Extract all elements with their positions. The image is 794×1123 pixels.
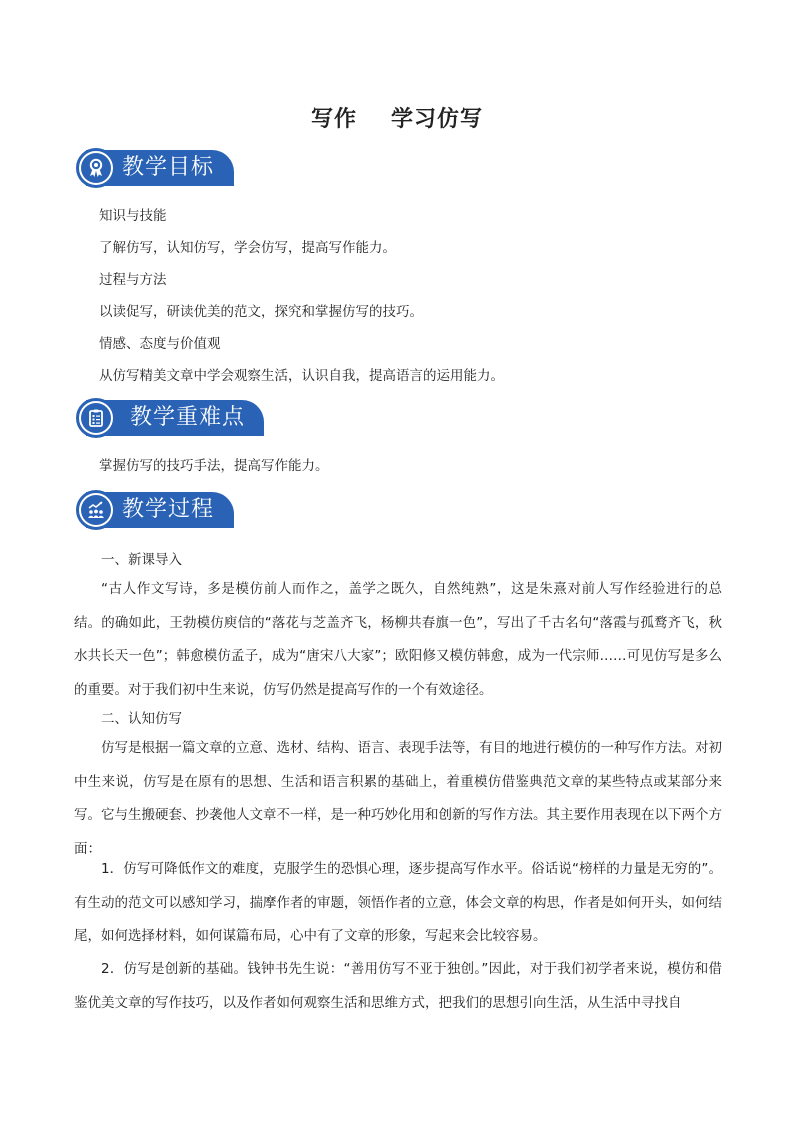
page-title bbox=[0, 102, 794, 133]
process-paragraph-intro: “古人作文写诗，多是模仿前人而作之，盖学之既久，自然纯熟”，这是朱熹对前人写作经验进行的总结。的确如此，王勃模仿庾信的“落花与芝盖齐飞，杨柳共春旗一色”，写出了千古名句“落霞与孤鹜齐飞，秋水共长天一色”；韩愈模仿孟子，成为“唐宋八大家”；欧阳修又模仿韩愈，成为一代宗师……可见仿写是多么的重要。对于我们初中生来说，仿写仍然是提高写作的一个有效途径。 bbox=[74, 581, 722, 698]
section-banner-goals bbox=[76, 148, 234, 188]
keypoints-text: 掌握仿写的技巧手法，提高写作能力。 bbox=[99, 458, 329, 474]
section-banner-process bbox=[76, 490, 234, 530]
award-ribbon-icon bbox=[76, 148, 116, 188]
title-part1: 写作 bbox=[310, 106, 357, 132]
goal-text-attitude: 从仿写精美文章中学会观察生活，认识自我，提高语言的运用能力。 bbox=[99, 368, 504, 384]
goal-heading-knowledge: 知识与技能 bbox=[99, 208, 167, 224]
section-banner-keypoints bbox=[76, 398, 264, 438]
goal-heading-attitude: 情感、态度与价值观 bbox=[99, 336, 221, 352]
clipboard-checklist-icon bbox=[76, 398, 116, 438]
section-title-goals: 教学目标 bbox=[122, 155, 215, 180]
process-paragraph-point1: 1．仿写可降低作文的难度，克服学生的恐惧心理，逐步提高写作水平。俗话说“榜样的力量是无穷的”。有生动的范文可以感知学习，揣摩作者的审题，领悟作者的立意，体会文章的构思，作者是如何开头，如何结尾，如何选择材料，如何谋篇布局，心中有了文章的形象，写起来会比较容易。 bbox=[74, 861, 722, 944]
section-title-keypoints: 教学重难点 bbox=[130, 405, 246, 430]
goal-text-knowledge: 了解仿写，认知仿写，学会仿写，提高写作能力。 bbox=[99, 240, 396, 256]
process-paragraph-definition: 仿写是根据一篇文章的立意、选材、结构、语言、表现手法等，有目的地进行模仿的一种写作方法。对初中生来说，仿写是在原有的思想、生活和语言积累的基础上，着重模仿借鉴典范文章的某些特点或某部分来写。它与生搬硬套、抄袭他人文章不一样，是一种巧妙化用和创新的写作方法。其主要作用表现在以下两个方面： bbox=[74, 740, 722, 857]
goal-text-process: 以读促写，研读优美的范文，探究和掌握仿写的技巧。 bbox=[99, 304, 423, 320]
process-heading-cognition: 二、认知仿写 bbox=[101, 711, 182, 727]
goal-heading-process: 过程与方法 bbox=[99, 272, 167, 288]
title-part2: 学习仿写 bbox=[391, 106, 484, 132]
team-growth-icon bbox=[76, 490, 116, 530]
section-title-process: 教学过程 bbox=[122, 497, 215, 522]
process-paragraph-point2: 2．仿写是创新的基础。钱钟书先生说：“善用仿写不亚于独创。”因此，对于我们初学者来说，模仿和借鉴优美文章的写作技巧，以及作者如何观察生活和思维方式，把我们的思想引向生活，从生活中寻找自 bbox=[74, 961, 722, 1011]
process-heading-intro: 一、新课导入 bbox=[101, 552, 182, 568]
